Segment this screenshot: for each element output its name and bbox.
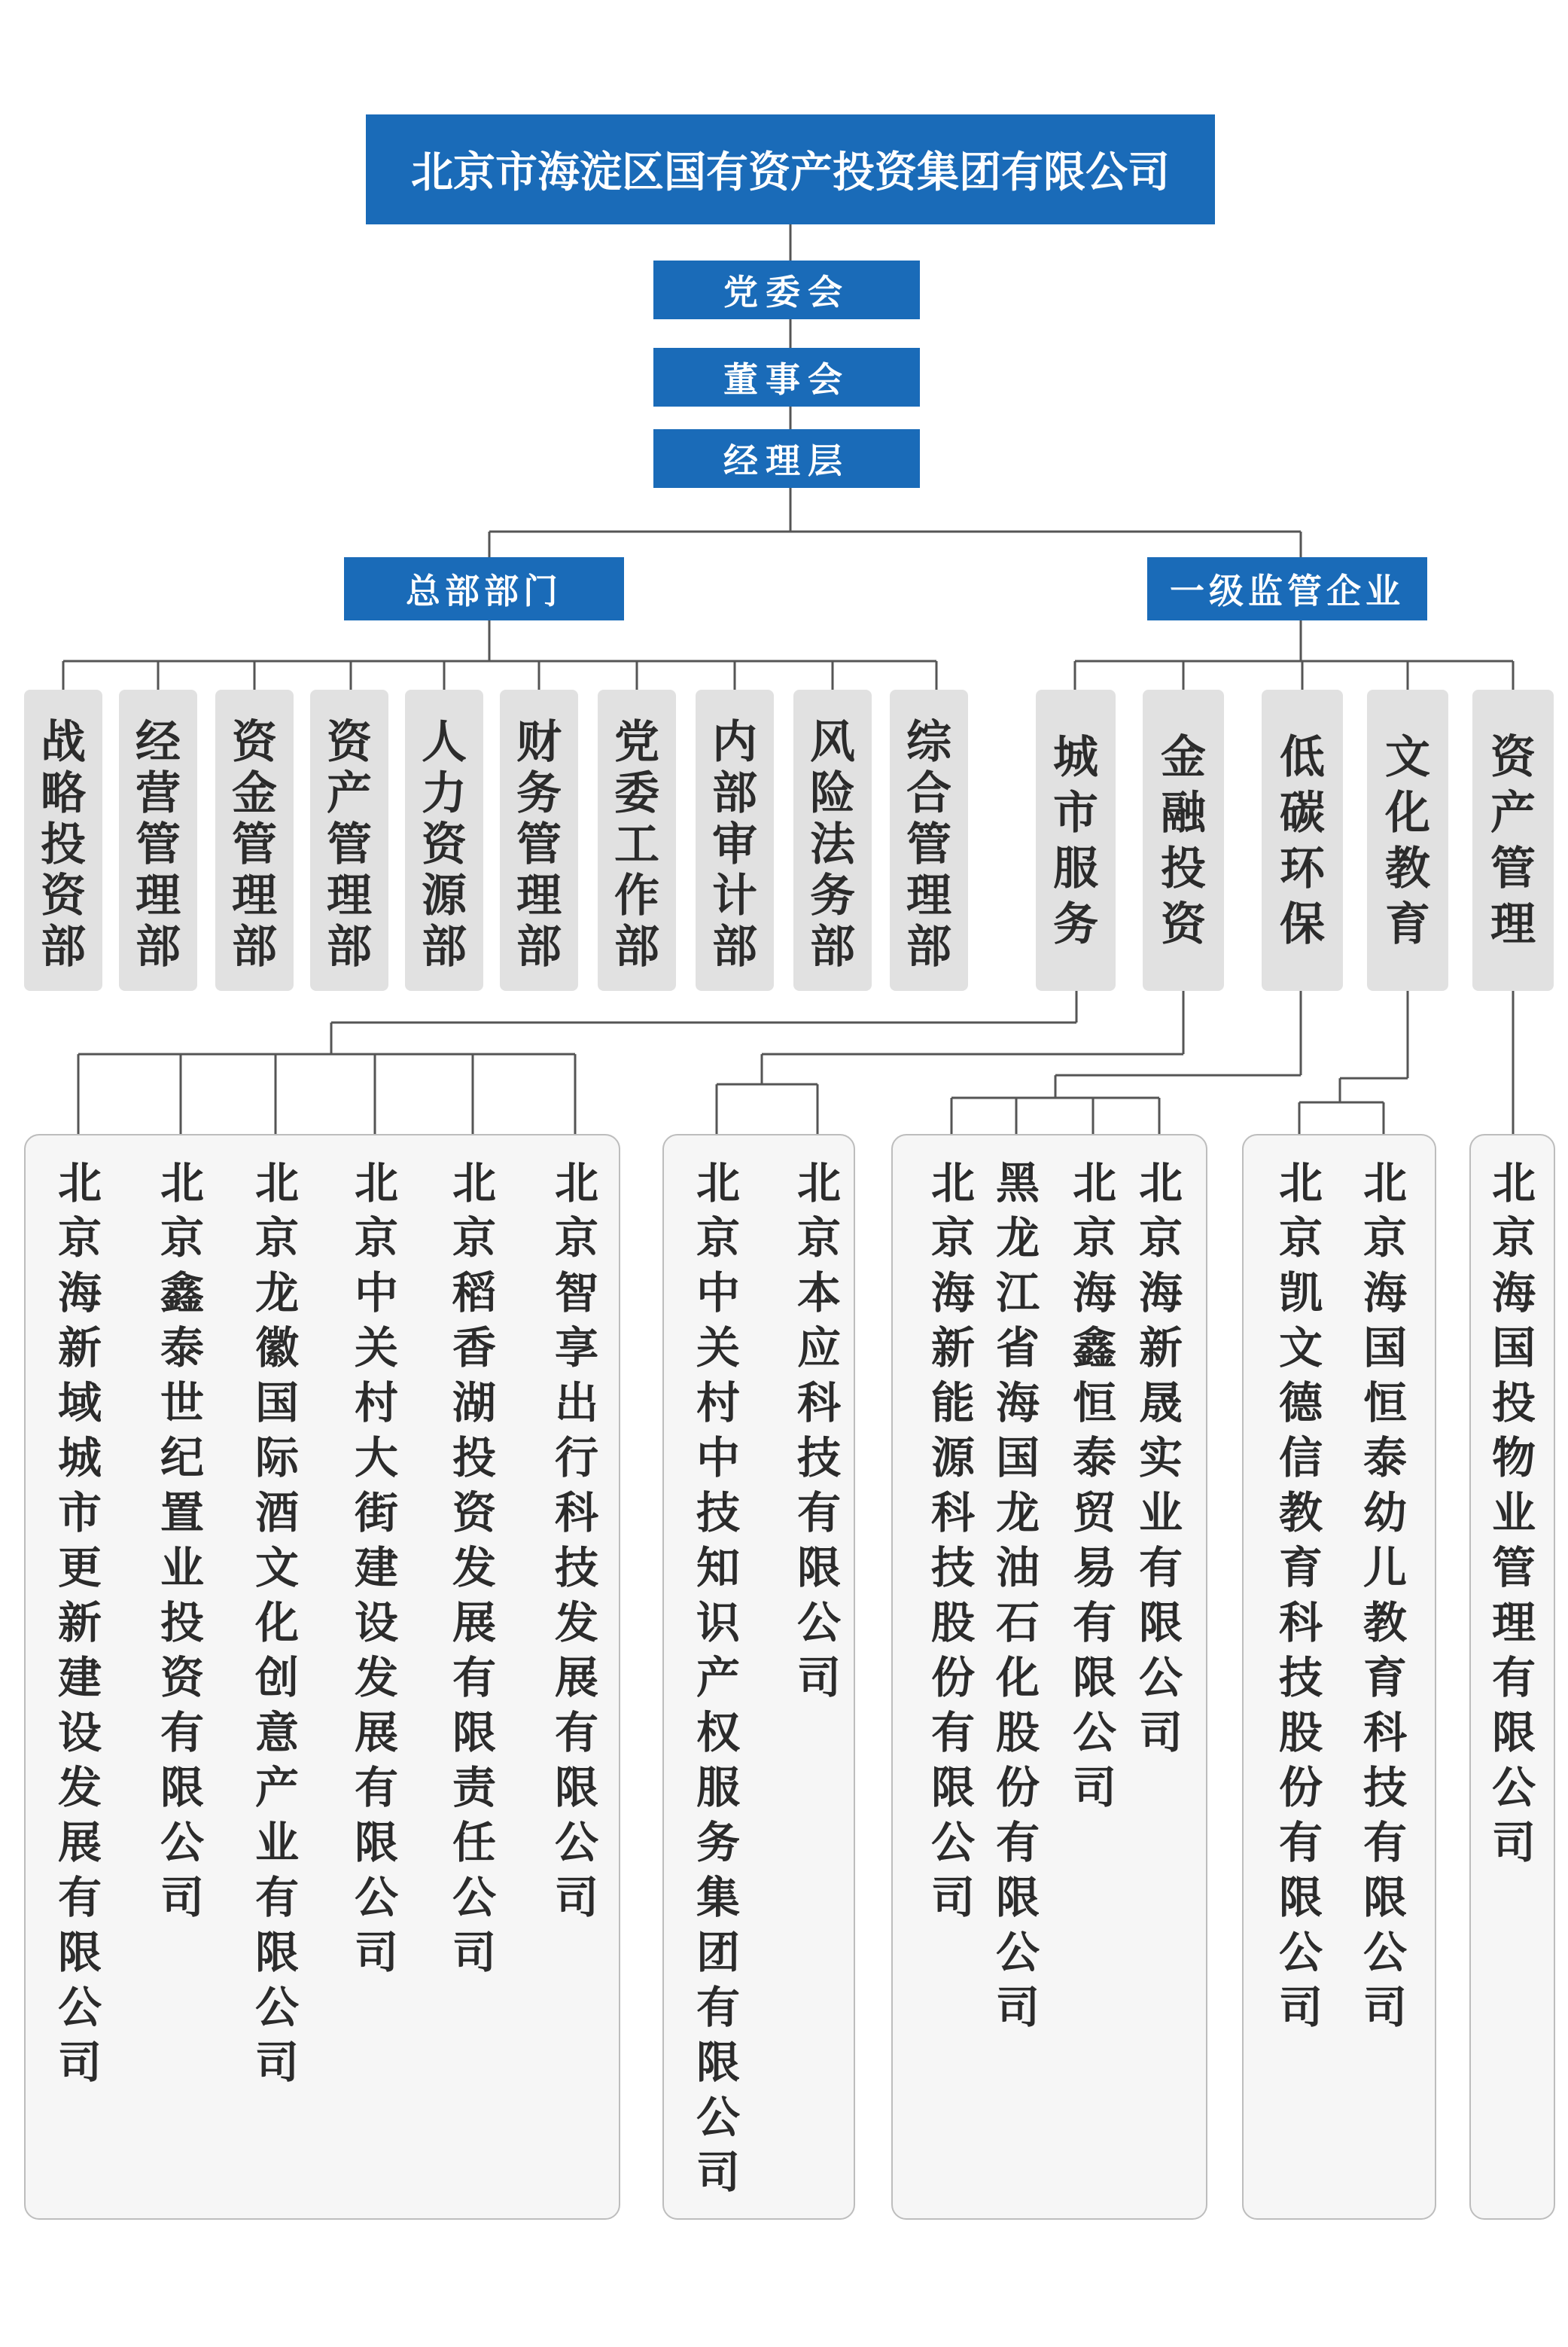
- department-box: [405, 690, 483, 991]
- sector-label: 资 产 管 理: [1490, 731, 1536, 951]
- company-name: 北 京 海 国 恒 泰 幼 儿 教 育 科 技 有 限 公 司: [1362, 1157, 1407, 2033]
- board-of-directors-box: 董事会: [653, 348, 920, 407]
- sector-box: [1472, 690, 1554, 991]
- sector-box: [1367, 690, 1448, 991]
- headquarters-departments-box: 总部部门: [344, 557, 624, 620]
- sector-label: 低 碳 环 保: [1280, 731, 1325, 951]
- low-carbon-companies-box: [891, 1134, 1207, 2220]
- department-label: 风 险 法 务 部: [810, 716, 855, 974]
- culture-education-companies-box: [1242, 1134, 1436, 2220]
- sector-label: 文 化 教 育: [1385, 731, 1430, 951]
- department-label: 综 合 管 理 部: [906, 716, 951, 974]
- company-name: 北 京 本 应 科 技 有 限 公 司: [796, 1157, 841, 1703]
- company-name: 北 京 稻 香 湖 投 资 发 展 有 限 责 任 公 司: [452, 1157, 496, 1978]
- sector-label: 城 市 服 务: [1053, 731, 1098, 951]
- department-label: 战 略 投 资 部: [41, 716, 86, 974]
- sector-box: [1036, 690, 1116, 991]
- financial-investment-companies-box: [662, 1134, 855, 2220]
- sector-box: [1143, 690, 1224, 991]
- company-name: 北 京 海 新 域 城 市 更 新 建 设 发 展 有 限 公 司: [57, 1157, 102, 2088]
- department-label: 资 产 管 理 部: [327, 716, 372, 974]
- company-name: 北 京 龙 徽 国 际 酒 文 化 创 意 产 业 有 限 公 司: [254, 1157, 299, 2088]
- company-name: 北 京 凯 文 德 信 教 育 科 技 股 份 有 限 公 司: [1278, 1157, 1323, 2033]
- company-name: 北 京 海 新 晟 实 业 有 限 公 司: [1138, 1157, 1183, 1758]
- company-name: 北 京 海 新 能 源 科 技 股 份 有 限 公 司: [930, 1157, 975, 1923]
- supervised-enterprises-box: 一级监管企业: [1147, 557, 1427, 620]
- department-box: [310, 690, 388, 991]
- company-name: 北 京 海 国 投 物 业 管 理 有 限 公 司: [1491, 1157, 1536, 1868]
- company-name: 北 京 中 关 村 中 技 知 识 产 权 服 务 集 团 有 限 公 司: [696, 1157, 740, 2198]
- department-label: 人 力 资 源 部: [422, 716, 467, 974]
- party-committee-box: 党委会: [653, 261, 920, 319]
- department-box: [500, 690, 578, 991]
- company-name: 北 京 鑫 泰 世 纪 置 业 投 资 有 限 公 司: [160, 1157, 204, 1923]
- department-label: 党 委 工 作 部: [614, 716, 659, 974]
- company-name: 北 京 智 享 出 行 科 技 发 展 有 限 公 司: [554, 1157, 598, 1923]
- department-box: [696, 690, 774, 991]
- company-name: 北 京 中 关 村 大 街 建 设 发 展 有 限 公 司: [354, 1157, 398, 1978]
- department-box: [24, 690, 102, 991]
- company-name: 北 京 海 鑫 恒 泰 贸 易 有 限 公 司: [1072, 1157, 1116, 1813]
- department-box: [598, 690, 676, 991]
- sector-box: [1262, 690, 1343, 991]
- city-services-companies-box: [24, 1134, 620, 2220]
- department-box: [793, 690, 872, 991]
- company-title: 北京市海淀区国有资产投资集团有限公司: [366, 114, 1215, 224]
- department-box: [215, 690, 294, 991]
- department-label: 经 营 管 理 部: [135, 716, 181, 974]
- department-box: [119, 690, 197, 991]
- department-box: [890, 690, 968, 991]
- sector-label: 金 融 投 资: [1161, 731, 1206, 951]
- management-layer-box: 经理层: [653, 429, 920, 488]
- department-label: 财 务 管 理 部: [516, 716, 562, 974]
- department-label: 内 部 审 计 部: [712, 716, 757, 974]
- department-label: 资 金 管 理 部: [232, 716, 277, 974]
- company-name: 黑 龙 江 省 海 国 龙 油 石 化 股 份 有 限 公 司: [995, 1157, 1040, 2033]
- asset-management-companies-box: [1469, 1134, 1555, 2220]
